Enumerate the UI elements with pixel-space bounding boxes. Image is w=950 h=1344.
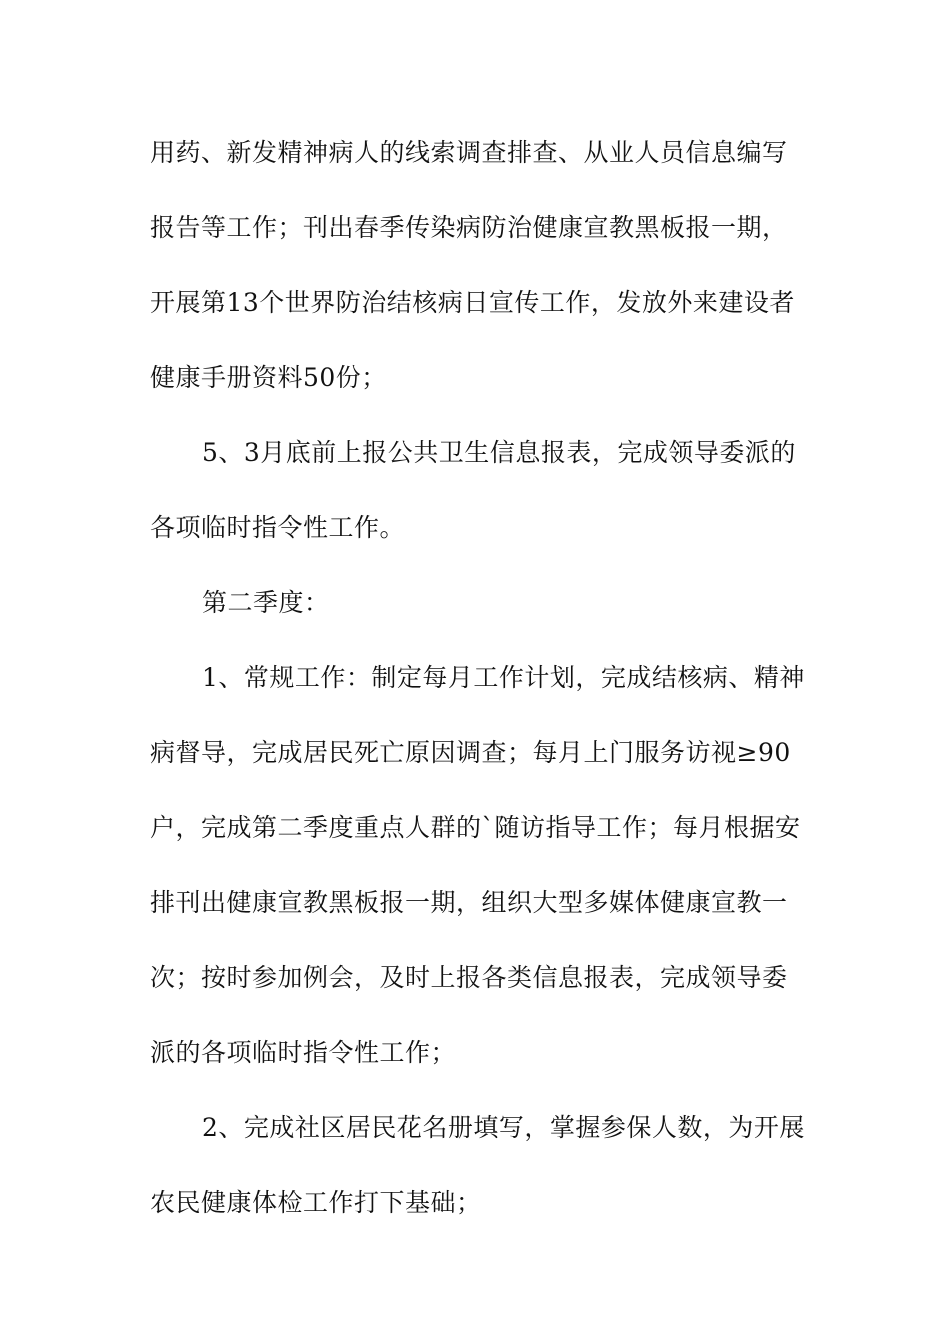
text-line: 户，完成第二季度重点人群的`随访指导工作；每月根据安 xyxy=(150,813,801,842)
paragraph-item-5 xyxy=(150,415,810,565)
text-line: 各项临时指令性工作。 xyxy=(150,513,406,542)
text-line: 1、常规工作：制定每月工作计划，完成结核病、精神 xyxy=(202,663,805,692)
text-line: 用药、新发精神病人的线索调查排查、从业人员信息编写 xyxy=(150,138,788,167)
text-line: 健康手册资料50份； xyxy=(150,363,387,392)
paragraph-item-2 xyxy=(150,1090,810,1240)
paragraph-item-1 xyxy=(150,640,810,1090)
text-line: 农民健康体检工作打下基础； xyxy=(150,1188,482,1217)
text-line: 5、3月底前上报公共卫生信息报表，完成领导委派的 xyxy=(202,438,796,467)
text-line: 报告等工作；刊出春季传染病防治健康宣教黑板报一期， xyxy=(150,213,788,242)
text-line: 2、完成社区居民花名册填写，掌握参保人数，为开展 xyxy=(202,1113,805,1142)
document-body xyxy=(150,115,810,1240)
text-line: 病督导，完成居民死亡原因调查；每月上门服务访视≥90 xyxy=(150,738,791,767)
text-line: 开展第13个世界防治结核病日宣传工作，发放外来建设者 xyxy=(150,288,795,317)
section-heading-second-quarter xyxy=(150,565,810,640)
paragraph-continuation xyxy=(150,115,810,415)
section-heading: 第二季度： xyxy=(202,588,330,617)
text-line: 次；按时参加例会，及时上报各类信息报表，完成领导委 xyxy=(150,963,788,992)
text-line: 派的各项临时指令性工作； xyxy=(150,1038,457,1067)
text-line: 排刊出健康宣教黑板报一期，组织大型多媒体健康宣教一 xyxy=(150,888,788,917)
